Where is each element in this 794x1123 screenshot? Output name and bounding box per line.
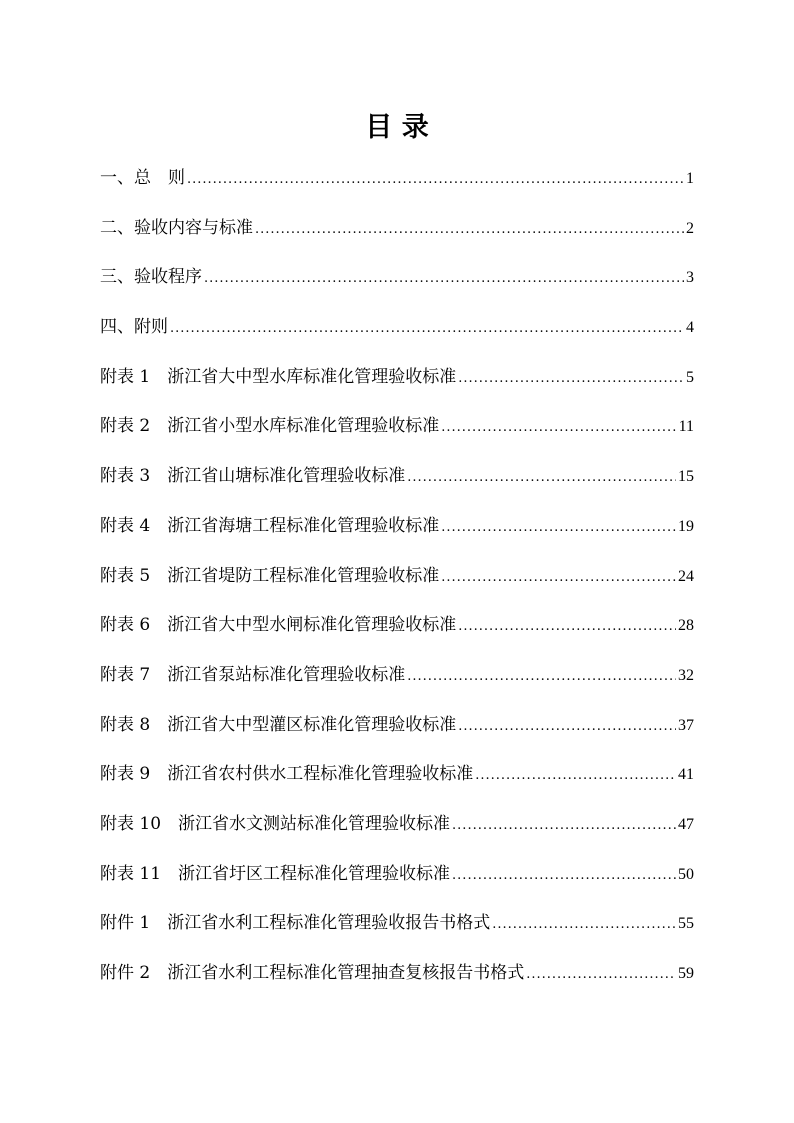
dot-leader [255, 209, 684, 251]
toc-entry-page-number: 55 [678, 915, 694, 933]
toc-entry-label: 附表 9 浙江省农村供水工程标准化管理验收标准 [100, 764, 474, 785]
toc-entry[interactable] [100, 455, 694, 505]
toc-entry-label: 附表 6 浙江省大中型水闸标准化管理验收标准 [100, 615, 457, 636]
toc-entry-label: 附表 7 浙江省泵站标准化管理验收标准 [100, 664, 406, 685]
toc-entry-label: 附件 1 浙江省水利工程标准化管理验收报告书格式 [100, 913, 491, 934]
toc-entry[interactable] [100, 704, 694, 754]
toc-entry[interactable] [100, 505, 694, 555]
dot-leader [407, 457, 676, 499]
toc-entry-label: 附表 11 浙江省圩区工程标准化管理验收标准 [100, 863, 451, 884]
dot-leader [452, 805, 676, 847]
toc-entry[interactable] [100, 753, 694, 803]
toc-entry[interactable] [100, 405, 694, 455]
toc-entry-page-number: 1 [686, 170, 694, 187]
table-of-contents [100, 157, 694, 1002]
toc-entry[interactable] [100, 207, 694, 257]
toc-entry-page-number: 28 [678, 617, 694, 635]
toc-entry[interactable] [100, 555, 694, 605]
toc-entry-label: 附件 2 浙江省水利工程标准化管理抽查复核报告书格式 [100, 963, 525, 983]
toc-entry-page-number: 2 [686, 219, 694, 237]
toc-entry[interactable] [100, 256, 694, 306]
toc-entry-label: 四、附则 [100, 317, 168, 338]
toc-entry[interactable] [100, 902, 694, 952]
toc-entry[interactable] [100, 654, 694, 704]
dot-leader [452, 855, 676, 897]
toc-entry-page-number: 15 [678, 468, 694, 486]
toc-entry-page-number: 4 [686, 319, 694, 337]
toc-entry-label: 附表 1 浙江省大中型水库标准化管理验收标准 [100, 366, 457, 387]
toc-entry-page-number: 32 [678, 666, 694, 684]
toc-entry-page-number: 41 [678, 766, 694, 784]
toc-entry[interactable] [100, 952, 694, 1002]
toc-entry-label: 附表 5 浙江省堤防工程标准化管理验收标准 [100, 565, 440, 586]
toc-entry-page-number: 47 [678, 815, 694, 833]
page-title: 目 录 [365, 112, 429, 143]
toc-entry-page-number: 37 [678, 716, 694, 734]
toc-entry[interactable] [100, 356, 694, 406]
toc-entry[interactable] [100, 803, 694, 853]
toc-entry-label: 附表 2 浙江省小型水库标准化管理验收标准 [100, 416, 440, 437]
dot-leader [204, 258, 684, 300]
toc-entry[interactable] [100, 853, 694, 903]
toc-entry-page-number: 50 [678, 865, 694, 883]
toc-entry-label: 附表 3 浙江省山塘标准化管理验收标准 [100, 466, 406, 487]
dot-leader [492, 904, 676, 946]
toc-entry-page-number: 5 [686, 368, 694, 386]
dot-leader [458, 606, 676, 648]
toc-entry-label: 附表 4 浙江省海塘工程标准化管理验收标准 [100, 515, 440, 536]
toc-entry-page-number: 24 [678, 567, 694, 585]
toc-entry-label: 附表 8 浙江省大中型灌区标准化管理验收标准 [100, 714, 457, 735]
dot-leader [441, 407, 676, 449]
dot-leader [475, 755, 676, 797]
toc-entry-label: 附表 10 浙江省水文测站标准化管理验收标准 [100, 813, 451, 834]
dot-leader [407, 656, 676, 698]
dot-leader [526, 954, 676, 996]
toc-entry[interactable] [100, 604, 694, 654]
dot-leader [458, 706, 676, 748]
toc-entry-page-number: 3 [686, 269, 694, 287]
toc-entry-page-number: 59 [678, 965, 694, 982]
toc-entry[interactable] [100, 157, 694, 207]
toc-entry-label: 一、总 则 [100, 168, 185, 188]
dot-leader [441, 557, 676, 599]
toc-entry-label: 三、验收程序 [100, 267, 202, 288]
toc-entry[interactable] [100, 306, 694, 356]
dot-leader [187, 159, 684, 201]
dot-leader [458, 358, 684, 400]
dot-leader [170, 308, 684, 350]
dot-leader [441, 507, 676, 549]
toc-entry-page-number: 19 [678, 517, 694, 535]
toc-entry-page-number: 11 [678, 418, 694, 436]
toc-entry-label: 二、验收内容与标准 [100, 217, 253, 238]
